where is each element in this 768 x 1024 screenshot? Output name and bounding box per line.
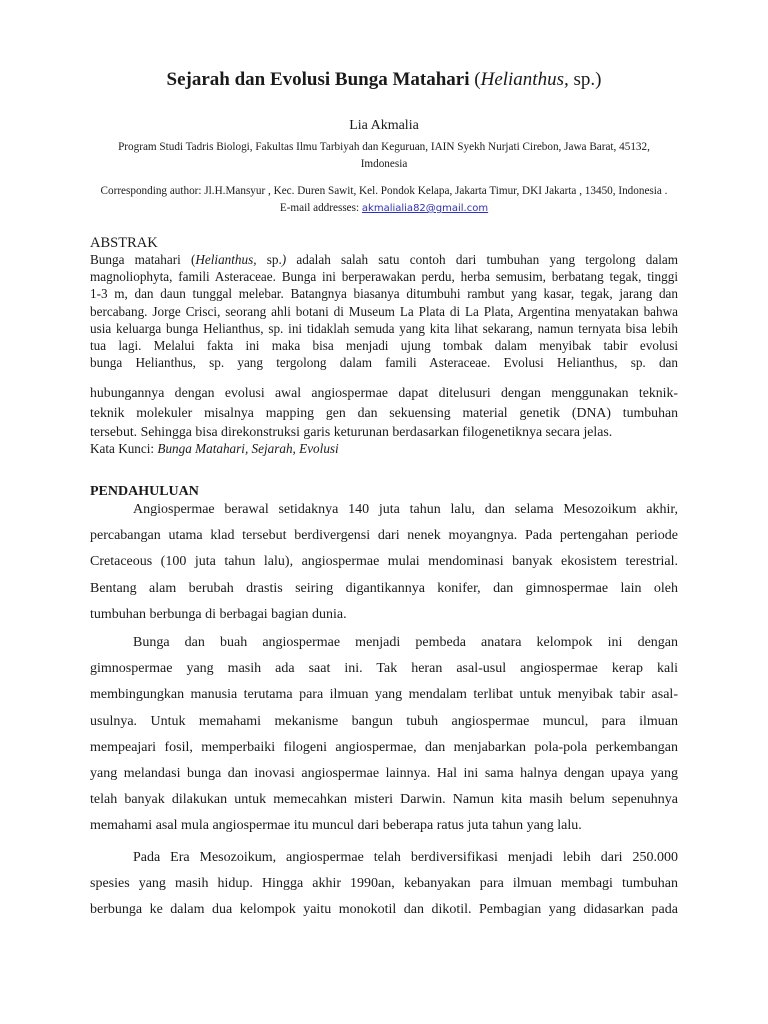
paragraph-3 xyxy=(90,845,678,924)
title-scientific-name: Helianthus, xyxy=(480,69,569,90)
affiliation-line-2: Imdonesia xyxy=(360,158,408,170)
paragraph-line: usulnya. Untuk memahami mekanisme bangun tubuh angiospermae muncul, para ilmuan xyxy=(90,713,678,729)
keywords-label: Kata Kunci: xyxy=(90,441,158,456)
abstract-body xyxy=(90,251,678,371)
abstract-line: bercabang. Jorge Crisci, seorang ahli botani di Museum La Plata di La Plata, Argentina menyatakan bahwa xyxy=(90,303,678,319)
abstract-line: bunga Helianthus, sp. yang tergolong dalam famili Asteraceae. Evolusi Helianthus, sp. dan xyxy=(90,355,678,371)
paragraph-line: percabangan utama klad tersebut berdivergensi dari nenek moyangnya. Pada pertengahan periode xyxy=(90,528,678,544)
abstract-line: magnoliophyta, famili Asteraceae. Bunga ini berperawakan perdu, herba semusim, berbatang tegak, tinggi xyxy=(90,269,678,285)
paragraph-line: memahami asal mula angiospermae itu muncul dari beberapa ratus juta tahun yang lalu. xyxy=(90,818,582,834)
paragraph-line: Angiospermae berawal setidaknya 140 juta tahun lalu, dan selama Mesozoikum akhir, xyxy=(133,502,678,517)
abstract-line: teknik molekuler misalnya mapping gen dan sekuensing material genetik (DNA) tumbuhan xyxy=(90,404,678,420)
corresponding-author xyxy=(60,183,708,217)
paragraph-1 xyxy=(90,497,678,628)
keywords-value: Bunga Matahari, Sejarah, Evolusi xyxy=(157,441,339,456)
affiliation xyxy=(100,139,668,173)
paragraph-line: Cretaceous (100 juta tahun lalu), angiospermae mulai mendominasi banyak ekosistem terestrial. xyxy=(90,554,678,570)
title-paren-open: ( xyxy=(474,69,481,90)
paragraph-line: telah banyak dilakukan untuk memecahkan misteri Darwin. Namun kita masih belum sepenuhnya xyxy=(90,792,678,808)
corresponding-address: Corresponding author: Jl.H.Mansyur , Kec. Duren Sawit, Kel. Pondok Kelapa, Jakarta Timur, DKI Jakarta , 13450, Indonesia . xyxy=(100,185,668,197)
paragraph-2 xyxy=(90,630,678,840)
paragraph-line: Pada Era Mesozoikum, angiospermae telah berdiversifikasi menjadi lebih dari 250.000 xyxy=(133,850,678,865)
abstract-line: 1-3 m, dan daun tunggal melebar. Batangnya biasanya ditumbuhi rambut yang kasar, tegak, jarang dan xyxy=(90,286,678,302)
paragraph-line: membingungkan manusia terutama para ilmuan yang mendalam terlibat untuk menyibak tabir asal- xyxy=(90,687,678,703)
paragraph-line: Bunga dan buah angiospermae menjadi pembeda anatara kelompok ini dengan xyxy=(133,635,678,650)
email-line xyxy=(60,200,708,217)
paper-title xyxy=(0,69,768,91)
email-label: E-mail addresses: xyxy=(279,202,362,214)
email-link[interactable]: akmalialia82@gmail.com xyxy=(361,203,489,214)
keywords xyxy=(90,441,339,457)
abstract-body-continued xyxy=(90,383,678,442)
abstract-line: tua lagi. Melalui fakta ini maka bisa menjadi ujung tombak dalam menyibak tabir evolusi xyxy=(90,338,678,354)
paragraph-line: mempeajari fosil, memperbaiki filogeni angiospermae, dan menjabarkan pola-pola perkembangan xyxy=(90,739,678,755)
abstract-heading: ABSTRAK xyxy=(90,235,158,251)
abstract-line: Bunga matahari (Helianthus, sp.) adalah salah satu contoh dari tumbuhan yang tergolong dalam xyxy=(90,252,679,267)
paragraph-line: berbunga ke dalam dua kelompok yaitu monokotil dan dikotil. Pembagian yang didasarkan pada xyxy=(90,902,678,918)
abstract-line: usia keluarga bunga Helianthus, sp. ini tidaklah semuda yang kita lihat sekarang, namun ternyata bisa lebih xyxy=(90,320,678,336)
paragraph-line: yang melandasi bunga dan inovasi angiospermae lainnya. Hal ini sama halnya dengan upaya yang xyxy=(90,766,678,782)
abstract-line: hubungannya dengan evolusi awal angiospermae dapat ditelusuri dengan menggunakan teknik- xyxy=(90,385,678,400)
abstract-line: tersebut. Sehingga bisa direkonstruksi garis keturunan berdasarkan filogenetiknya secara jelas. xyxy=(90,424,613,439)
paragraph-line: Bentang alam berubah drastis seiring digantikannya konifer, dan gimnospermae lain oleh xyxy=(90,580,678,596)
paragraph-line: spesies yang masih hidup. Hingga akhir 1990an, kebanyakan para ilmuan membagi tumbuhan xyxy=(90,876,678,892)
paragraph-line: tumbuhan berbunga di berbagai bagian dunia. xyxy=(90,606,347,622)
author-name: Lia Akmalia xyxy=(349,118,419,133)
paragraph-line: gimnospermae yang masih ada saat ini. Tak heran asal-usul angiospermae kerap kali xyxy=(90,661,678,677)
title-main: Sejarah dan Evolusi Bunga Matahari xyxy=(166,69,470,90)
section-heading: PENDAHULUAN xyxy=(90,484,199,499)
affiliation-line-1: Program Studi Tadris Biologi, Fakultas Ilmu Tarbiyah dan Keguruan, IAIN Syekh Nurjati Cirebon, Jawa Barat, 45132, xyxy=(118,141,650,153)
title-scientific-rest: sp.) xyxy=(568,69,602,90)
